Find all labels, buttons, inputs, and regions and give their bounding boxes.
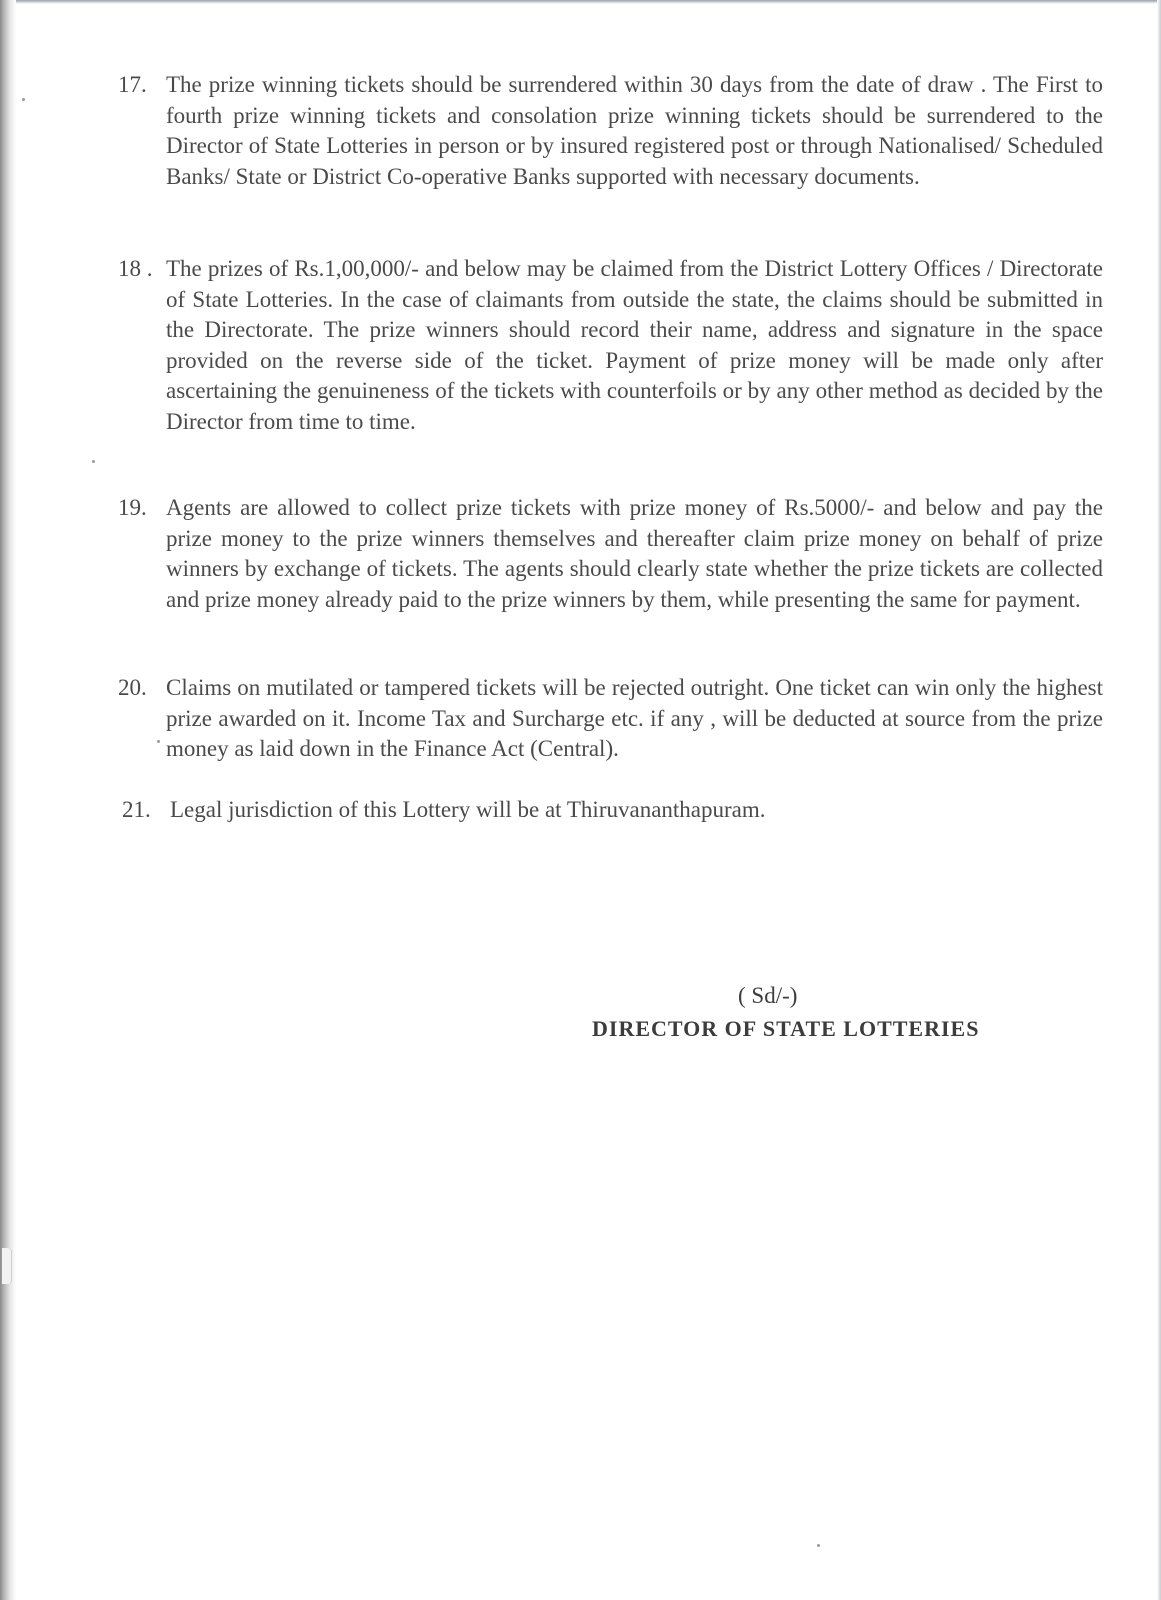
clause-20 (118, 673, 1103, 765)
signed-marker: ( Sd/-) (738, 983, 798, 1008)
scan-right-edge (1157, 0, 1161, 1600)
scan-left-edge (0, 0, 16, 1600)
clause-number: 19. (118, 495, 147, 520)
clause-text: Claims on mutilated or tampered tickets will be rejected outright. One ticket can win only the highest prize awarded on it. Income Tax and Surcharge etc. if any , will be deducted at source from the prize money as laid down in the Finance Act (Central). (166, 675, 1103, 761)
clause-number: 21. (122, 797, 151, 822)
scan-top-edge (0, 0, 1161, 4)
clause-text: The prizes of Rs.1,00,000/- and below may be claimed from the District Lottery Offices / Directorate of State Lotteries. In the case of claimants from outside the state, the claims should be submitted in the Directorate. The prize winners should record their name, address and signature in the space provided on the reverse side of the ticket. Payment of prize money will be made only after ascertaining the genuineness of the tickets with counterfoils or by any other method as decided by the Director from time to time. (166, 256, 1103, 434)
clause-text: Legal jurisdiction of this Lottery will be at Thiruvananthapuram. (170, 797, 766, 822)
scan-speck (92, 460, 95, 463)
clause-number: 20. (118, 675, 147, 700)
signatory-title: DIRECTOR OF STATE LOTTERIES (592, 1016, 980, 1041)
scan-speck (22, 98, 25, 101)
clause-17 (118, 70, 1103, 192)
paper-tear (2, 1248, 12, 1284)
clause-19 (118, 493, 1103, 615)
scan-speck (817, 1544, 820, 1547)
clause-number: 17. (118, 72, 147, 97)
clause-number: 18 . (118, 256, 153, 281)
clause-18 (118, 254, 1103, 437)
signature-block (580, 980, 1060, 1046)
clause-21 (122, 795, 1107, 826)
clause-text: Agents are allowed to collect prize tickets with prize money of Rs.5000/- and below and pay the prize money to the prize winners themselves and thereafter claim prize money on behalf of prize winners by exchange of tickets. The agents should clearly state whether the prize tickets are collected and prize money already paid to the prize winners by them, while presenting the same for payment. (166, 495, 1103, 612)
clause-text: The prize winning tickets should be surrendered within 30 days from the date of draw . The First to fourth prize winning tickets and consolation prize winning tickets should be surrendered to the Director of State Lotteries in person or by insured registered post or through Nationalised/ Scheduled Banks/ State or District Co-operative Banks supported with necessary documents. (166, 72, 1103, 189)
